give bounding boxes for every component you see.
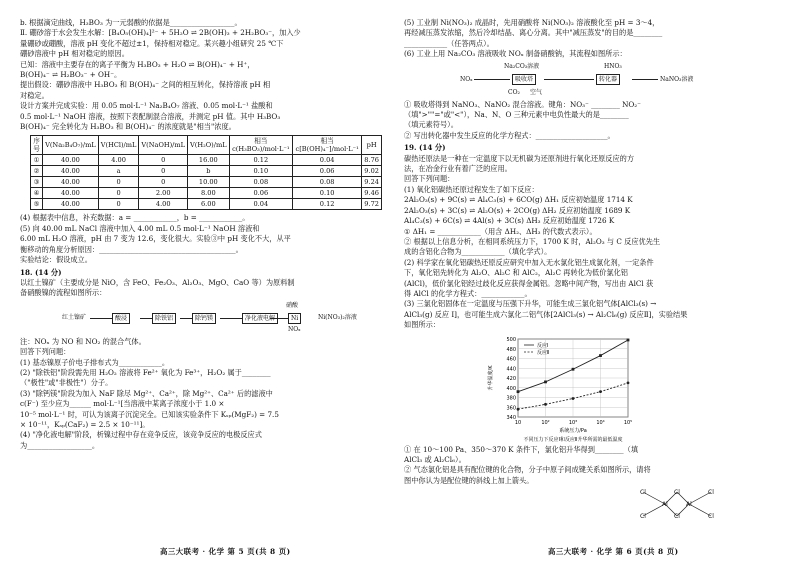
- table-cell: 0.12: [229, 155, 292, 166]
- right-top-text: [404, 18, 776, 60]
- y-axis-label: 升华温度/K: [488, 365, 494, 391]
- chart-svg: [484, 333, 684, 445]
- table-cell: 0: [139, 166, 188, 177]
- data-point: [517, 407, 520, 410]
- table-row: [31, 155, 382, 166]
- text-line: (5) 工业制 Ni(NO₃)₂ 成晶时，先用硝酸将 Ni(NO₃)₂ 溶液酸化至 pH = 3～4，: [404, 18, 660, 27]
- al2cl6-structure: [634, 486, 714, 522]
- text-line: ② 气态氯化铝是具有配位键的化合物，分子中原子间成键关系如图所示，请将: [404, 465, 651, 475]
- text-line: 硼砂溶液中 pH 相对稳定的原因。: [20, 49, 129, 59]
- text-line: 实验结论：假设成立。: [20, 255, 92, 265]
- text-line: 2Al₂O₃(s) + 9C(s) ⇌ Al₄C₃(s) + 6CO(g) ΔH₁ 反应初始温度 1714 K: [404, 195, 633, 205]
- table-header-cell: 序号: [31, 136, 43, 155]
- table-cell: 4.00: [139, 199, 188, 210]
- flow-arrow: [140, 318, 152, 319]
- legend-label: 反应Ⅰ: [537, 342, 549, 349]
- table-cell: 4.00: [98, 155, 139, 166]
- flow-bottom-label: NOₓ: [288, 325, 301, 333]
- data-point: [517, 390, 520, 393]
- atom-label: Cl: [674, 489, 680, 497]
- left-column: [20, 0, 392, 451]
- table-header-cell: 相当c[B(OH)₄⁻]/mol·L⁻¹: [293, 136, 362, 155]
- text-line: Ⅱ. 硼砂溶于水会发生水解：[B₄O₅(OH)₄]²⁻ + 5H₂O ⇌ 2B(OH)₃ + 2H₂BO₃⁻，加入少: [20, 28, 301, 38]
- table-cell: 0.04: [229, 199, 292, 210]
- table-cell: 0: [98, 199, 139, 210]
- x-tick-label: 10⁴: [596, 419, 605, 426]
- table-cell: 0: [139, 177, 188, 188]
- table-body: [31, 155, 382, 210]
- text-line: (4) "净化液电解"阶段，析镍过程中存在竞争反应，该竞争反应的电极反应式: [20, 430, 262, 440]
- table-cell: 6.00: [188, 199, 230, 210]
- table-cell: ③: [31, 177, 43, 188]
- y-tick-label: 400: [506, 385, 516, 392]
- text-line: AlCl₃ 或 Al₂Cl₆）。: [404, 454, 466, 464]
- sublimation-chart: [484, 333, 684, 445]
- text-line: 碳热还原法是一种在一定温度下以无机碳为还原剂进行氧化还原反应的方: [404, 153, 635, 163]
- y-tick-label: 480: [506, 346, 516, 353]
- table-cell: 0.10: [293, 188, 362, 199]
- text-line: (3) 三氯化铝固体在一定温度与压强下升华，可能生成三氯化铝气体[AlCl₃(s) →: [404, 299, 657, 309]
- data-table: [30, 135, 382, 210]
- text-line: ____________（任答两点）。: [404, 38, 494, 48]
- text-line: ② 写出转化器中发生反应的化学方程式：____________________。: [404, 130, 615, 140]
- table-cell: ④: [31, 188, 43, 199]
- table-cell: 0: [98, 188, 139, 199]
- text-line: B(OH)₄⁻ ⇌ H₂BO₃⁻ + OH⁻。: [20, 70, 122, 80]
- text-line: 对稳定。: [20, 90, 49, 100]
- flow-arrow: [90, 318, 112, 319]
- table-cell: 0.08: [229, 177, 292, 188]
- data-point: [599, 354, 602, 357]
- data-point: [627, 381, 630, 384]
- text-line: 以红土镍矿（主要成分是 NiO，含 FeO、Fe₂O₃、Al₂O₃、MgO、CaO 等）为原料制: [20, 277, 295, 287]
- text-line: (3) "除钙镁"阶段为加入 NaF 除尽 Mg²⁺、Ca²⁺，除 Mg²⁺、Ca²⁺ 后的滤液中: [20, 388, 273, 398]
- flow-label: NaNO₃溶液: [660, 75, 694, 83]
- table-header-cell: V(Na₂B₄O₇)/mL: [43, 136, 99, 155]
- table-cell: 40.00: [43, 188, 99, 199]
- table-cell: 9.24: [362, 177, 382, 188]
- flow-step: Ni: [288, 313, 301, 324]
- table-cell: 0.06: [293, 166, 362, 177]
- flow-arrow: [632, 79, 658, 80]
- table-cell: 9.72: [362, 199, 382, 210]
- atom-label: Al: [662, 501, 668, 509]
- right-bottom-text: [404, 445, 776, 487]
- flow-label: Na₂CO₃溶液: [504, 62, 540, 70]
- text-line: ① 吸收塔得到 NaNO₃、NaNO₂ 混合溶液。键角：NO₃⁻ ________ NO₂⁻: [404, 99, 641, 109]
- flow-diagram-nitrate: [404, 62, 776, 98]
- left-top-text: [20, 18, 392, 132]
- text-line: 回答下列问题：: [404, 174, 455, 184]
- page-footer-left: 高三大联考 · 化学 第 5 页(共 8 页): [160, 547, 291, 556]
- table-cell: 0: [98, 177, 139, 188]
- text-line: (1) 氧化铝碳热还原过程发生了如下反应：: [404, 184, 539, 194]
- flow-box: 转化器: [596, 74, 620, 85]
- flow-step: 酸浸: [112, 313, 130, 324]
- flow-label: 空气: [530, 88, 543, 96]
- text-line: 下，氧化铝先转化为 Al₂O、Al₂C 和 AlC₂，Al₂C 再转化为低价氯化铝: [404, 268, 628, 278]
- x-tick-label: 10²: [541, 419, 550, 426]
- y-tick-label: 360: [506, 404, 516, 411]
- table-cell: 2.00: [139, 188, 188, 199]
- text-line: (AlCl)，低价氯化铝经过歧化反应获得金属铝。忽略中间产物，写出由 AlCl 获: [404, 278, 654, 288]
- table-cell: 40.00: [43, 155, 99, 166]
- flow-box: 吸收塔: [512, 74, 536, 85]
- table-row: [31, 177, 382, 188]
- flow-top-label: 硝酸: [286, 301, 299, 309]
- text-line: 注：NOₓ 为 NO 和 NO₂ 的混合气体。: [20, 336, 146, 346]
- table-cell: 0.06: [229, 188, 292, 199]
- text-line: 为__________________。: [20, 440, 100, 450]
- text-line: ② 根据以上信息分析，在相同系统压力下，1700 K 时，Al₂O₃ 与 C 反应优先生: [404, 236, 661, 246]
- table-header-cell: V(NaOH)/mL: [139, 136, 188, 155]
- text-line: 成的含铝化合物为____________（填化学式）。: [404, 247, 552, 257]
- right-column: [404, 0, 776, 526]
- y-tick-label: 460: [506, 356, 516, 363]
- text-line: B(OH)₄⁻ 完全转化为 H₃BO₃ 和 B(OH)₄⁻ 的浓度就是"相当"浓度。: [20, 122, 236, 132]
- flow-diagram-nickel: [20, 301, 392, 335]
- table-cell: 16.00: [188, 155, 230, 166]
- text-line: （"极性"或"非极性"）分子。: [20, 378, 113, 388]
- text-line: ① 在 10～100 Pa、350～370 K 条件下，氯化铝升华得到________（填: [404, 444, 639, 454]
- y-tick-label: 340: [506, 414, 516, 421]
- table-cell: 40.00: [43, 166, 99, 177]
- table-cell: ①: [31, 155, 43, 166]
- text-line: 衡移动的角度分析原因：______________________________________。: [20, 244, 243, 254]
- text-line: 再经减压蒸发浓缩，然后冷却结晶、离心分离。其中"减压蒸发"的目的是________: [404, 28, 663, 38]
- flow-step: 红土镍矿: [62, 313, 87, 321]
- text-line: 提出假设：硼砂溶液中 H₃BO₃ 和 B(OH)₄⁻ 之间的相互转化，保持溶液 pH 相: [20, 80, 271, 90]
- text-line: (1) 基态镍原子价电子排布式为____________。: [20, 357, 170, 367]
- atom-label: Cl: [640, 489, 646, 497]
- text-line: (5) 向 40.00 mL NaCl 溶液中加入 4.00 mL 0.5 mol·L⁻¹ NaOH 溶液和: [20, 223, 260, 233]
- flow-label: NOₓ: [460, 75, 473, 83]
- text-line: 得 AlCl 的化学方程式：____________。: [404, 288, 532, 298]
- text-line: 如图所示：: [404, 320, 440, 330]
- table-cell: 0.08: [293, 177, 362, 188]
- text-line: 19. (14 分): [404, 143, 446, 153]
- flow-label: CO₂: [508, 88, 520, 96]
- text-line: (6) 工业上用 Na₂CO₃ 溶液吸收 NOₓ 制备硝酸钠，其流程如图所示：: [404, 49, 627, 59]
- text-line: AlCl₃(g) 反应 Ⅰ]，也可能生成六氯化二铝气体[2AlCl₃(s) → Al₂Cl₆(g) 反应Ⅱ]，实验结果: [404, 309, 688, 319]
- x-axis-label: 系统压力/Pa: [559, 427, 587, 434]
- text-line: (4) 根据表中信息，补充数据：a = ____________，b = ____________。: [20, 213, 250, 223]
- text-line: 6.00 mL H₂O 溶液，pH 由 7 变为 12.6，变化很大。实验③中 pH 变化不大，从平: [20, 234, 291, 244]
- flow-step: 净化液电解: [242, 313, 278, 324]
- table-row: [31, 166, 382, 177]
- table-cell: 8.00: [188, 188, 230, 199]
- table-cell: ②: [31, 166, 43, 177]
- flow-arrow: [220, 318, 242, 319]
- table-header-cell: V(HCl)/mL: [98, 136, 139, 155]
- y-tick-label: 440: [506, 365, 516, 372]
- data-point: [627, 338, 630, 341]
- flow-arrow: [544, 79, 594, 80]
- chart-title: 不同压力下反应Ⅰ和反应Ⅱ升华所需的最低温度: [523, 436, 623, 443]
- table-cell: 0.12: [293, 199, 362, 210]
- y-tick-label: 500: [506, 336, 516, 343]
- text-line: × 10⁻¹¹，Kₛₚ(CaF₂) = 2.5 × 10⁻¹¹]。: [20, 419, 150, 429]
- left-mid-text: [20, 213, 392, 298]
- text-line: 已知：溶液中主要存在的离子平衡为 H₃BO₃ + H₂O ⇌ B(OH)₄⁻ + H⁺，: [20, 59, 255, 69]
- text-line: 回答下列问题：: [20, 347, 71, 357]
- table-cell: 40.00: [43, 177, 99, 188]
- flow-label: HNO₃: [604, 62, 622, 70]
- flow-step: Ni(NO₃)₂溶液: [318, 313, 357, 321]
- table-cell: 0.04: [293, 155, 362, 166]
- text-line: b. 根据滴定曲线，H₃BO₃ 为一元弱酸的依据是__________________。: [20, 18, 242, 27]
- x-tick-label: 10⁵: [623, 419, 633, 426]
- text-line: 18. (14 分): [20, 267, 62, 277]
- y-tick-label: 380: [506, 395, 516, 402]
- text-line: 量硼砂或硼酸，溶液 pH 变化不超过±1，保持相对稳定。某兴趣小组研究 25 ℃下: [20, 38, 284, 48]
- table-cell: 0.10: [229, 166, 292, 177]
- text-line: （填">""="或"<"），Na、N、O 三种元素中电负性最大的是________: [404, 110, 629, 120]
- text-line: 设计方案并完成实验：用 0.05 mol·L⁻¹ Na₂B₄O₇ 溶液、0.05 mol·L⁻¹ 盐酸和: [20, 101, 273, 111]
- flow-arrow: [180, 318, 192, 319]
- flow-step: 除钙镁: [192, 313, 216, 324]
- table-cell: 0: [139, 155, 188, 166]
- y-tick-label: 420: [506, 375, 516, 382]
- right-mid-text: [404, 100, 776, 331]
- data-point: [544, 380, 547, 383]
- table-cell: 9.46: [362, 188, 382, 199]
- table-cell: 9.02: [362, 166, 382, 177]
- text-line: ① ΔH₁ = ____________（用含 ΔH₂、ΔH₃ 的代数式表示）。: [404, 226, 597, 236]
- text-line: 图中你认为是配位键的斜线上加上箭头。: [404, 475, 534, 485]
- table-header-row: [31, 136, 382, 155]
- table-header-cell: pH: [362, 136, 382, 155]
- table-cell: b: [188, 166, 230, 177]
- table-cell: ⑤: [31, 199, 43, 210]
- text-line: (2) "除铁铝"阶段需先用 H₂O₂ 溶液将 Fe²⁺ 氧化为 Fe³⁺，H₂O₂ 属于________: [20, 367, 271, 377]
- left-bottom-text: [20, 337, 392, 451]
- atom-label: Al: [686, 501, 692, 509]
- table-cell: a: [98, 166, 139, 177]
- text-line: （填元素符号）。: [404, 120, 458, 130]
- table-cell: 10.00: [188, 177, 230, 188]
- atom-label: Cl: [674, 513, 680, 521]
- table-cell: 8.76: [362, 155, 382, 166]
- table-cell: 40.00: [43, 199, 99, 210]
- text-line: 0.5 mol·L⁻¹ NaOH 溶液，按照下表配制混合溶液，并测定 pH 值。其中 H₃BO₃: [20, 111, 281, 121]
- atom-label: Cl: [708, 489, 714, 497]
- table-header-cell: 相当c(H₃BO₃)/mol·L⁻¹: [229, 136, 292, 155]
- text-line: (2) 科学家在氧化铝碳热还原反应研究中加入无水氯化铝生成氯化剂，一定条件: [404, 257, 654, 267]
- text-line: Al₄C₃(s) + 6C(s) ⇌ 4Al(s) + 3C(s) ΔH₃ 反应初始温度 1726 K: [404, 216, 615, 226]
- legend-label: 反应Ⅱ: [537, 349, 550, 356]
- atom-label: Cl: [708, 513, 714, 521]
- text-line: 备硝酸镍的流程如图所示：: [20, 288, 107, 298]
- data-point: [572, 397, 575, 400]
- text-line: 2Al₂O₃(s) + 3C(s) ⇌ Al₂O(s) + 2CO(g) ΔH₂ 反应初始温度 1689 K: [404, 205, 631, 215]
- flow-arrow: [270, 318, 288, 319]
- flow-arrow: [474, 79, 510, 80]
- text-line: 法，在冶金行业有着广泛的应用。: [404, 164, 512, 174]
- page-footer-right: 高三大联考 · 化学 第 6 页(共 8 页): [548, 547, 679, 556]
- table-row: [31, 188, 382, 199]
- table-row: [31, 199, 382, 210]
- x-tick-label: 10³: [568, 419, 578, 426]
- table-header-cell: V(H₂O)/mL: [188, 136, 230, 155]
- data-point: [599, 390, 602, 393]
- data-point: [572, 367, 575, 370]
- flow-step: 除铁铝: [152, 313, 176, 324]
- data-point: [544, 402, 547, 405]
- text-line: c(F⁻) 至少应为______ mol·L⁻¹[当溶液中某离子浓度小于 1.0 ×: [20, 399, 225, 409]
- x-tick-label: 10: [514, 419, 522, 426]
- atom-label: Cl: [640, 513, 646, 521]
- text-line: 10⁻⁵ mol·L⁻¹ 时，可认为该离子沉淀完全。已知该实验条件下 Kₛₚ(MgF₂) = 7.5: [20, 409, 279, 419]
